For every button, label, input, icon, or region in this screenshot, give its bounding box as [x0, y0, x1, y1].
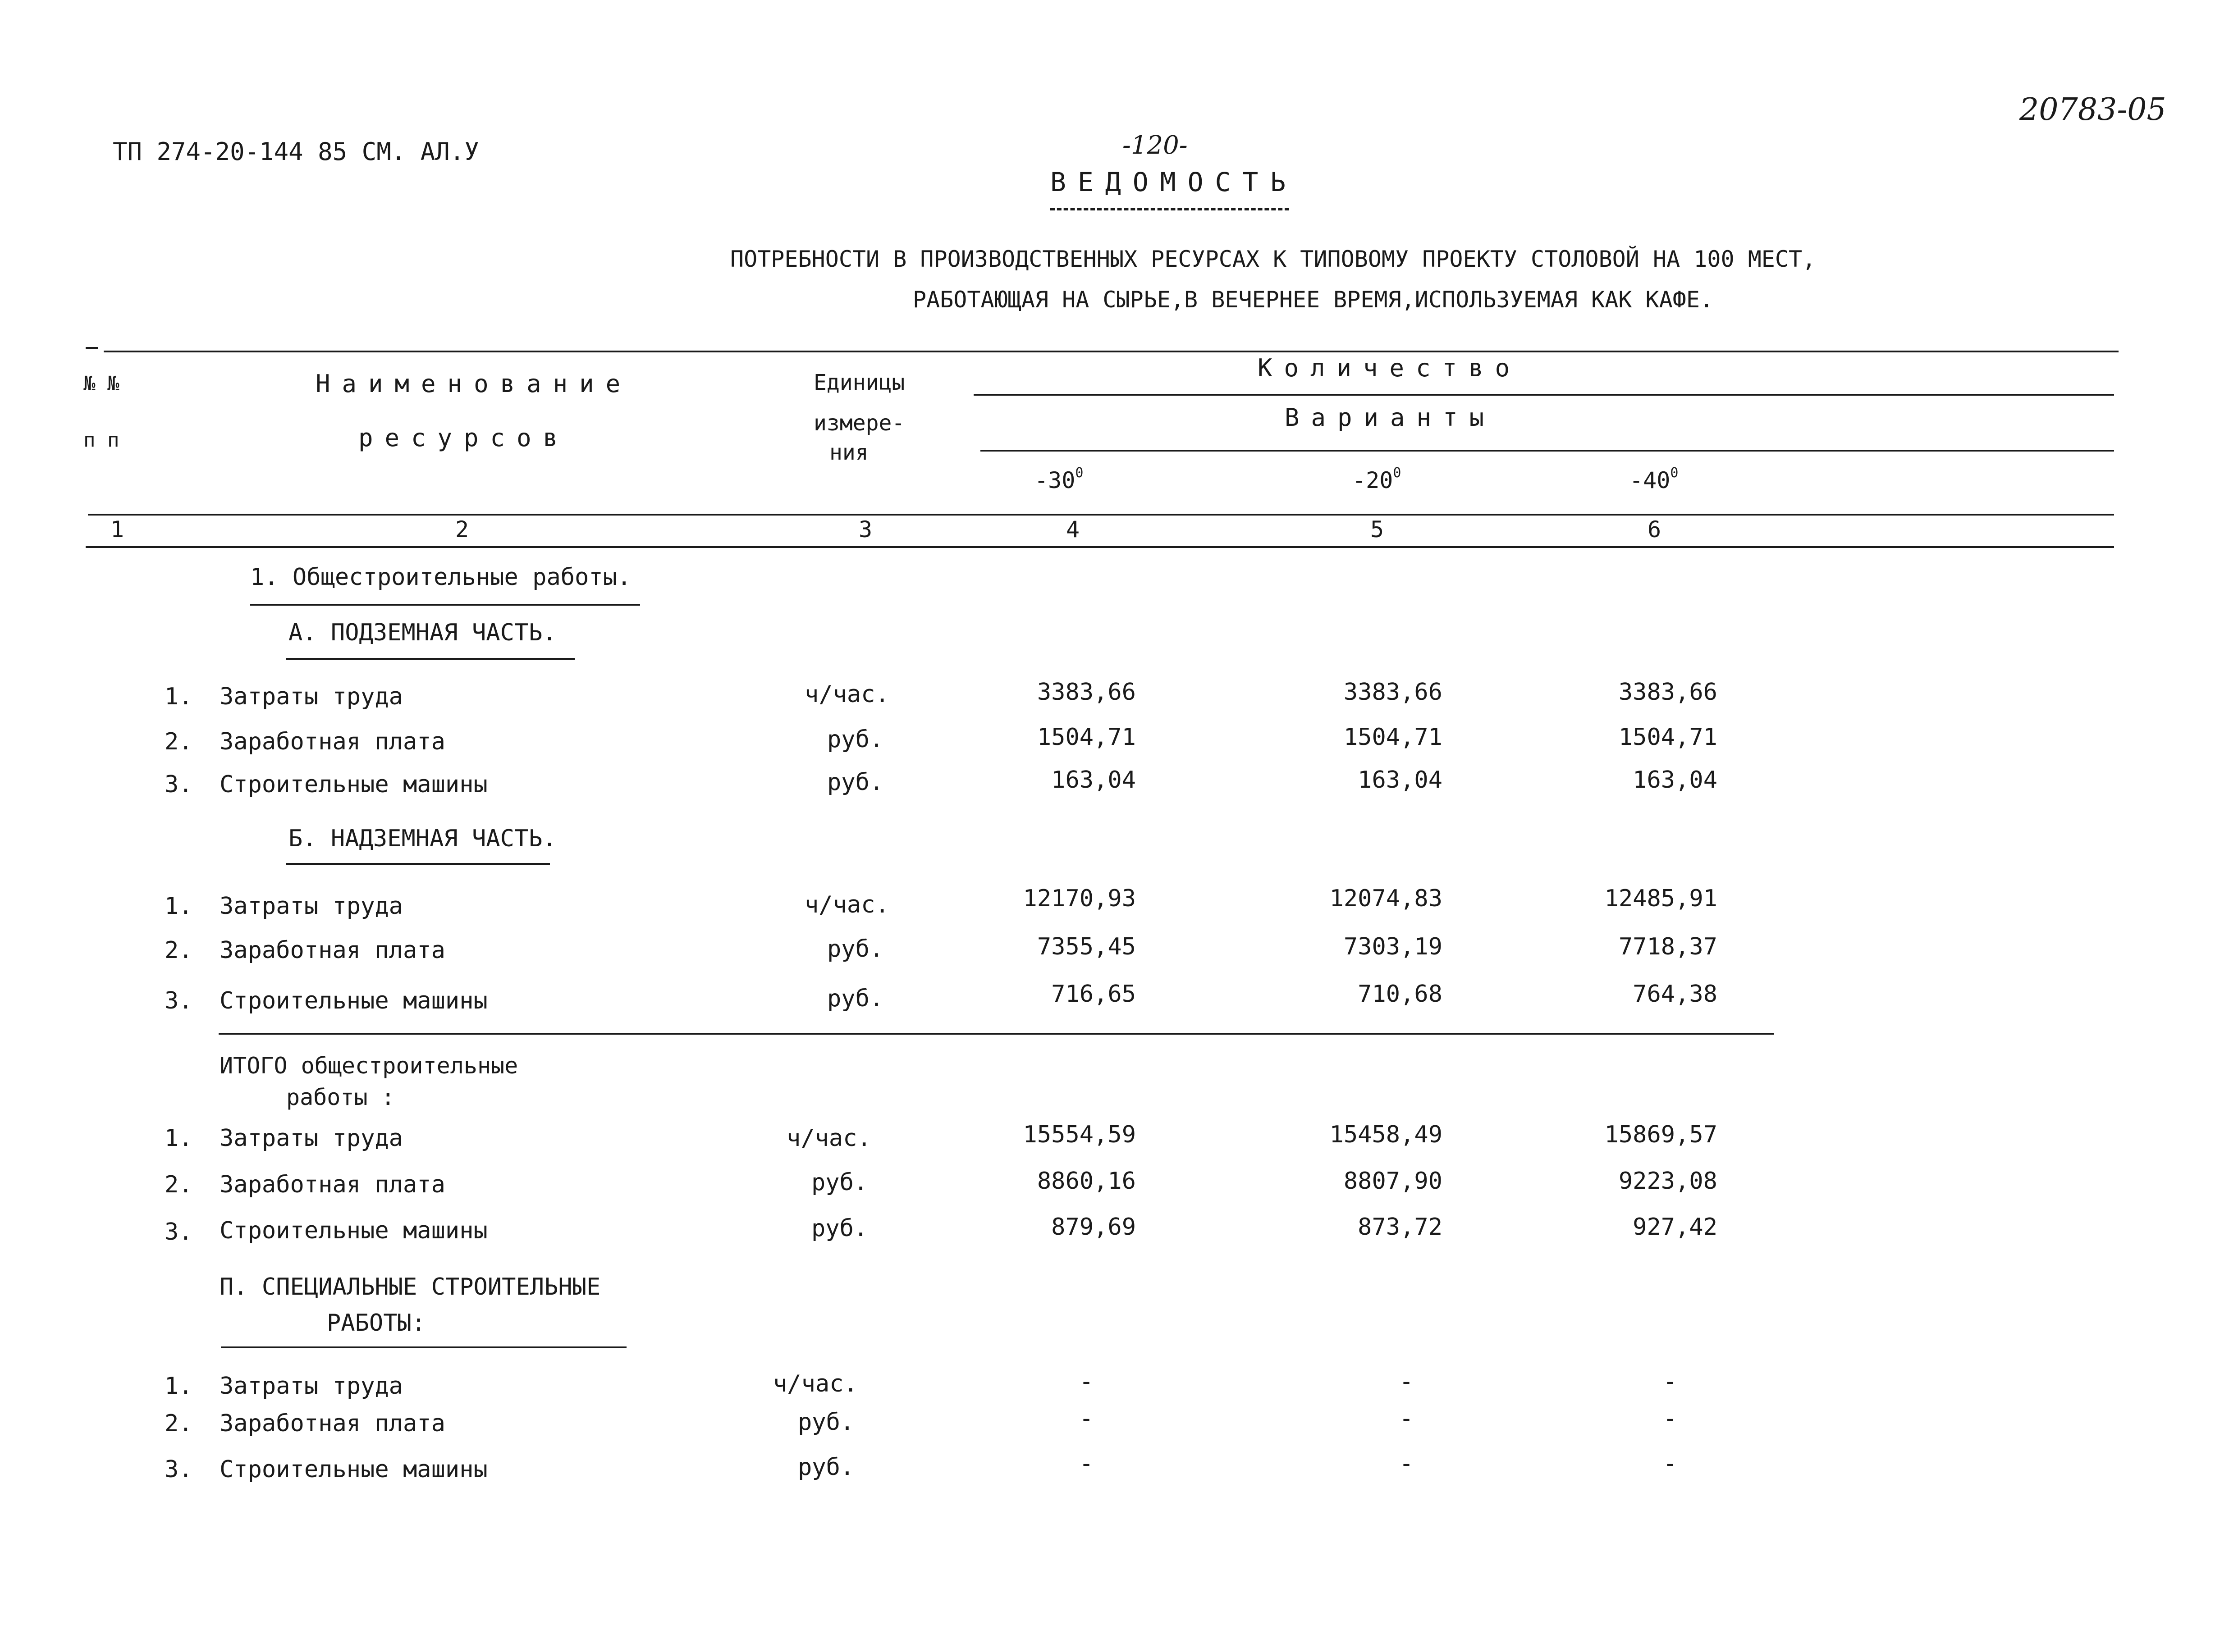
column-number-4: 4 — [1066, 516, 1080, 543]
value-variant-3: 7718,37 — [1618, 933, 1717, 960]
section-underground: А. ПОДЗЕМНАЯ ЧАСТЬ. — [288, 619, 557, 646]
resource-name: Затраты труда — [220, 1125, 403, 1152]
column-number-2: 2 — [455, 516, 469, 543]
resource-name: Заработная плата — [220, 1171, 445, 1198]
resource-name: Строительные машины — [220, 1217, 488, 1244]
unit: ч/час. — [787, 1125, 871, 1152]
value-variant-2: 710,68 — [1358, 981, 1442, 1008]
quantity-rule — [974, 394, 2114, 396]
value-variant-3: 927,42 — [1633, 1214, 1717, 1241]
section-underground-underline — [286, 658, 575, 660]
value-variant-2: - — [1399, 1368, 1414, 1395]
subtitle-line-1: ПОТРЕБНОСТИ В ПРОИЗВОДСТВЕННЫХ РЕСУРСАХ К ТИПОВОМУ ПРОЕКТУ СТОЛОВОЙ НА 100 МЕСТ, — [730, 246, 1816, 272]
resource-name: Строительные машины — [220, 771, 488, 798]
header-bottom-rule — [88, 514, 2114, 516]
value-variant-3: 12485,91 — [1604, 885, 1717, 912]
value-variant-2: - — [1399, 1450, 1414, 1477]
value-variant-2: 3383,66 — [1343, 679, 1442, 706]
value-variant-1: 716,65 — [1051, 981, 1136, 1008]
section-aboveground: Б. НАДЗЕМНАЯ ЧАСТЬ. — [288, 825, 557, 852]
table-top-rule — [104, 351, 2119, 352]
subtitle-line-2: РАБОТАЮЩАЯ НА СЫРЬЕ,В ВЕЧЕРНЕЕ ВРЕМЯ,ИСПОЛЬЗУЕМАЯ КАК КАФЕ. — [913, 287, 1714, 313]
header-unit-line-3: ния — [829, 440, 869, 465]
value-variant-3: 1504,71 — [1618, 724, 1717, 751]
unit: руб. — [827, 769, 884, 796]
value-variant-3: 163,04 — [1633, 767, 1717, 794]
value-variant-1: 1504,71 — [1037, 724, 1136, 751]
row-number: 2. — [165, 1171, 193, 1198]
unit: руб. — [827, 726, 884, 753]
variant-minus-20: $-20^0$ — [1352, 465, 1401, 493]
value-variant-2: 8807,90 — [1343, 1168, 1442, 1195]
row-number: 3. — [165, 771, 193, 798]
subtotal-rule — [219, 1033, 1774, 1035]
column-number-3: 3 — [859, 516, 873, 543]
section-general-underline — [250, 604, 640, 606]
row-number: 2. — [165, 728, 193, 755]
value-variant-3: 9223,08 — [1618, 1168, 1717, 1195]
unit: ч/час. — [805, 681, 889, 708]
resource-name: Заработная плата — [220, 1410, 445, 1437]
resource-name: Затраты труда — [220, 893, 403, 920]
row-number: 2. — [165, 1410, 193, 1437]
value-variant-1: 15554,59 — [1023, 1121, 1136, 1148]
total-heading-line-2: работы : — [286, 1084, 395, 1110]
header-number-line-2: п п — [83, 429, 119, 452]
row-number: 3. — [165, 987, 193, 1014]
row-number: 1. — [165, 1125, 193, 1152]
row-number: 2. — [165, 937, 193, 964]
value-variant-3: - — [1663, 1450, 1677, 1477]
page-number: -120- — [1122, 131, 1188, 160]
unit: руб. — [811, 1169, 868, 1196]
value-variant-1: - — [1079, 1450, 1094, 1477]
header-unit-line-1: Единицы — [814, 370, 905, 395]
row-number: 3. — [165, 1218, 193, 1246]
unit: руб. — [798, 1454, 855, 1481]
document-title: ВЕДОМОСТЬ — [1050, 167, 1298, 197]
value-variant-1: 879,69 — [1051, 1214, 1136, 1241]
value-variant-1: - — [1079, 1368, 1094, 1395]
header-unit-line-2: измере- — [814, 411, 905, 436]
unit: ч/час. — [773, 1370, 858, 1397]
header-variants: Варианты — [1285, 403, 1496, 432]
value-variant-1: 3383,66 — [1037, 679, 1136, 706]
value-variant-3: 15869,57 — [1604, 1121, 1717, 1148]
value-variant-1: 7355,45 — [1037, 933, 1136, 960]
archive-number: 20783-05 — [2019, 92, 2166, 128]
section-aboveground-underline — [286, 863, 550, 865]
resource-name: Затраты труда — [220, 683, 403, 710]
section-special-underline — [221, 1346, 627, 1348]
resource-name: Затраты труда — [220, 1373, 403, 1400]
value-variant-1: 12170,93 — [1023, 885, 1136, 912]
value-variant-3: - — [1663, 1405, 1677, 1432]
column-numbers-rule — [86, 546, 2114, 548]
variants-rule — [980, 450, 2114, 452]
value-variant-2: 163,04 — [1358, 767, 1442, 794]
value-variant-2: 873,72 — [1358, 1214, 1442, 1241]
header-number-line-1: № № — [83, 372, 119, 395]
total-heading-line-1: ИТОГО общестроительные — [220, 1053, 518, 1079]
unit: руб. — [827, 985, 884, 1012]
row-number: 1. — [165, 1373, 193, 1400]
header-name-line-2: ресурсов — [358, 424, 570, 452]
value-variant-3: - — [1663, 1368, 1677, 1395]
variant-minus-30: $-30^0$ — [1034, 465, 1084, 493]
document-reference: ТП 274-20-144 85 СМ. АЛ.У — [113, 137, 479, 166]
column-number-5: 5 — [1370, 516, 1384, 543]
value-variant-1: 8860,16 — [1037, 1168, 1136, 1195]
unit: руб. — [811, 1215, 868, 1242]
value-variant-2: - — [1399, 1405, 1414, 1432]
value-variant-1: - — [1079, 1405, 1094, 1432]
value-variant-2: 12074,83 — [1329, 885, 1442, 912]
value-variant-2: 1504,71 — [1343, 724, 1442, 751]
value-variant-2: 15458,49 — [1329, 1121, 1442, 1148]
section-general-works: 1. Общестроительные работы. — [250, 564, 632, 591]
resource-name: Заработная плата — [220, 937, 445, 964]
resource-name: Заработная плата — [220, 728, 445, 755]
row-number: 3. — [165, 1456, 193, 1483]
resource-name: Строительные машины — [220, 987, 488, 1014]
value-variant-2: 7303,19 — [1343, 933, 1442, 960]
unit: руб. — [827, 936, 884, 963]
title-underline — [1050, 208, 1289, 210]
column-number-6: 6 — [1648, 516, 1661, 543]
variant-minus-40: $-40^0$ — [1629, 465, 1679, 493]
section-special-line-2: РАБОТЫ: — [327, 1310, 426, 1337]
column-number-1: 1 — [110, 516, 124, 543]
unit: ч/час. — [805, 891, 889, 918]
header-quantity: Количество — [1258, 354, 1522, 382]
section-special-line-1: П. СПЕЦИАЛЬНЫЕ СТРОИТЕЛЬНЫЕ — [220, 1273, 601, 1301]
value-variant-1: 163,04 — [1051, 767, 1136, 794]
value-variant-3: 3383,66 — [1618, 679, 1717, 706]
table-top-rule-tick — [86, 347, 98, 349]
row-number: 1. — [165, 893, 193, 920]
header-name-line-1: Наименование — [316, 370, 632, 398]
value-variant-3: 764,38 — [1633, 981, 1717, 1008]
unit: руб. — [798, 1409, 855, 1436]
resource-name: Строительные машины — [220, 1456, 488, 1483]
row-number: 1. — [165, 683, 193, 710]
